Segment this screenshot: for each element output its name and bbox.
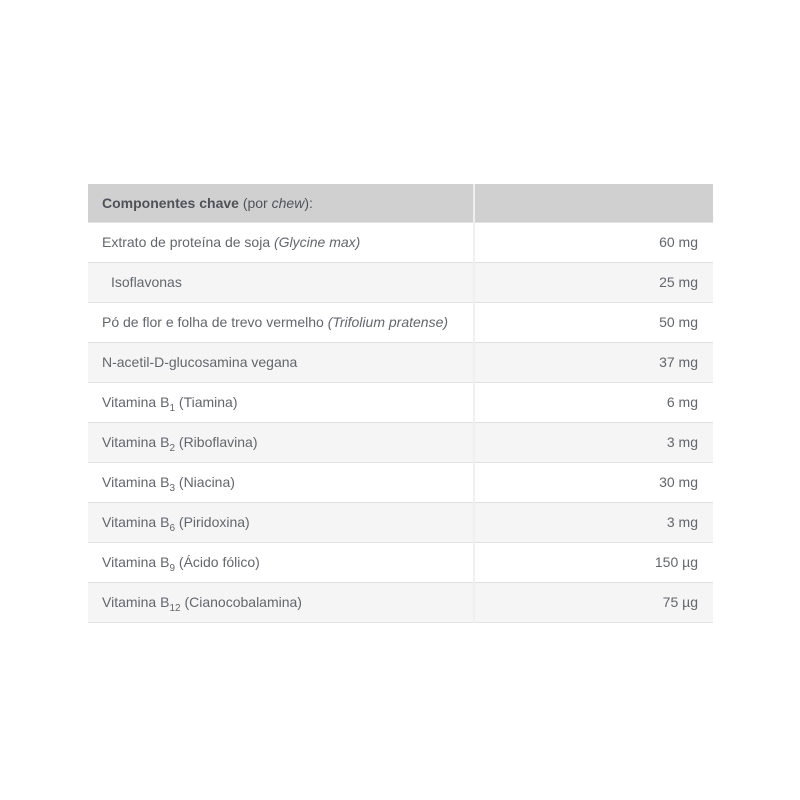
text-part: (Piridoxina) (175, 514, 250, 530)
component-label (88, 382, 474, 422)
text-part: Pó de flor e folha de trevo vermelho (102, 314, 328, 330)
components-table (88, 184, 713, 623)
subscript-text: 6 (169, 522, 176, 534)
text-part: (por (238, 194, 272, 211)
table-row (88, 342, 713, 382)
table-row (88, 302, 713, 342)
table-row (88, 542, 713, 582)
component-value: 3 mg (474, 502, 713, 542)
component-label (88, 222, 474, 262)
text-part: Isoflavonas (111, 274, 182, 290)
component-value: 3 mg (474, 422, 713, 462)
text-part: (Riboflavina) (175, 434, 258, 450)
text-part: Vitamina B (102, 594, 170, 610)
table-row (88, 422, 713, 462)
subscript-text: 12 (169, 602, 181, 614)
subscript-text: 2 (169, 442, 176, 454)
component-label (88, 422, 474, 462)
table-row (88, 502, 713, 542)
text-part: (Ácido fólico) (175, 554, 260, 570)
table-row (88, 462, 713, 502)
table-header-value (474, 184, 713, 222)
text-part: Extrato de proteína de soja (102, 234, 274, 250)
text-part: (Glycine max) (274, 234, 361, 250)
component-value: 25 mg (474, 262, 713, 302)
text-part: (Trifolium pratense) (327, 314, 449, 330)
text-part: N-acetil-D-glucosamina vegana (102, 354, 298, 370)
text-part: (Tiamina) (175, 394, 238, 410)
component-label (88, 582, 474, 622)
text-part: (Cianocobalamina) (180, 594, 302, 610)
component-label (88, 462, 474, 502)
component-value: 75 µg (474, 582, 713, 622)
table-row (88, 582, 713, 622)
component-label (88, 262, 474, 302)
subscript-text: 9 (169, 562, 176, 574)
component-value: 6 mg (474, 382, 713, 422)
table-row (88, 222, 713, 262)
subscript-text: 1 (169, 402, 176, 414)
text-part: Vitamina B (102, 474, 170, 490)
text-part: Vitamina B (102, 434, 170, 450)
table-body (88, 222, 713, 622)
component-label (88, 302, 474, 342)
component-value: 60 mg (474, 222, 713, 262)
component-value: 50 mg (474, 302, 713, 342)
table-header-row (88, 184, 713, 222)
text-part: (Niacina) (175, 474, 235, 490)
table-header-label (88, 184, 474, 222)
text-part: chew (271, 194, 305, 211)
subscript-text: 3 (169, 482, 176, 494)
text-part: Vitamina B (102, 554, 170, 570)
component-label (88, 342, 474, 382)
text-part: Vitamina B (102, 514, 170, 530)
table-row (88, 382, 713, 422)
table-row (88, 262, 713, 302)
text-part: ): (304, 194, 313, 211)
component-label (88, 502, 474, 542)
text-part: Vitamina B (102, 394, 170, 410)
component-value: 150 µg (474, 542, 713, 582)
component-value: 30 mg (474, 462, 713, 502)
text-part: Componentes chave (102, 194, 239, 211)
component-value: 37 mg (474, 342, 713, 382)
component-label (88, 542, 474, 582)
